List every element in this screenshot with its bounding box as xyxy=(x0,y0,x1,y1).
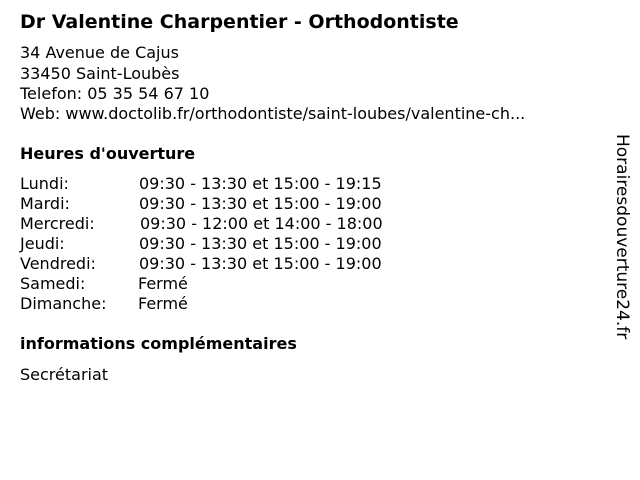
day-hours: 09:30 - 13:30 et 15:00 - 19:00 xyxy=(139,254,382,273)
extra-info-text: Secrétariat xyxy=(20,365,109,384)
day-hours: 09:30 - 13:30 et 15:00 - 19:00 xyxy=(139,194,382,213)
address-street: 34 Avenue de Cajus xyxy=(20,43,179,62)
day-label: Jeudi: xyxy=(20,234,65,253)
day-label: Mardi: xyxy=(20,194,70,213)
day-label: Vendredi: xyxy=(20,254,96,273)
page-title: Dr Valentine Charpentier - Orthodontiste xyxy=(20,11,459,33)
day-hours: Fermé xyxy=(138,274,188,293)
day-label: Lundi: xyxy=(20,174,69,193)
day-label: Samedi: xyxy=(20,274,86,293)
address-city: 33450 Saint-Loubès xyxy=(20,64,180,83)
phone-number: Telefon: 05 35 54 67 10 xyxy=(20,84,210,103)
extra-info-heading: informations complémentaires xyxy=(20,334,297,353)
day-label: Dimanche: xyxy=(20,294,107,313)
hours-heading: Heures d'ouverture xyxy=(20,144,196,163)
day-hours: 09:30 - 13:30 et 15:00 - 19:15 xyxy=(139,174,382,193)
day-hours: 09:30 - 13:30 et 15:00 - 19:00 xyxy=(139,234,382,253)
day-hours: Fermé xyxy=(138,294,188,313)
website-link[interactable]: Web: www.doctolib.fr/orthodontiste/saint-loubes/valentine-ch... xyxy=(20,104,526,123)
day-label: Mercredi: xyxy=(20,214,95,233)
site-watermark: Horairesdouverture24.fr xyxy=(612,134,632,340)
day-hours: 09:30 - 12:00 et 14:00 - 18:00 xyxy=(140,214,383,233)
